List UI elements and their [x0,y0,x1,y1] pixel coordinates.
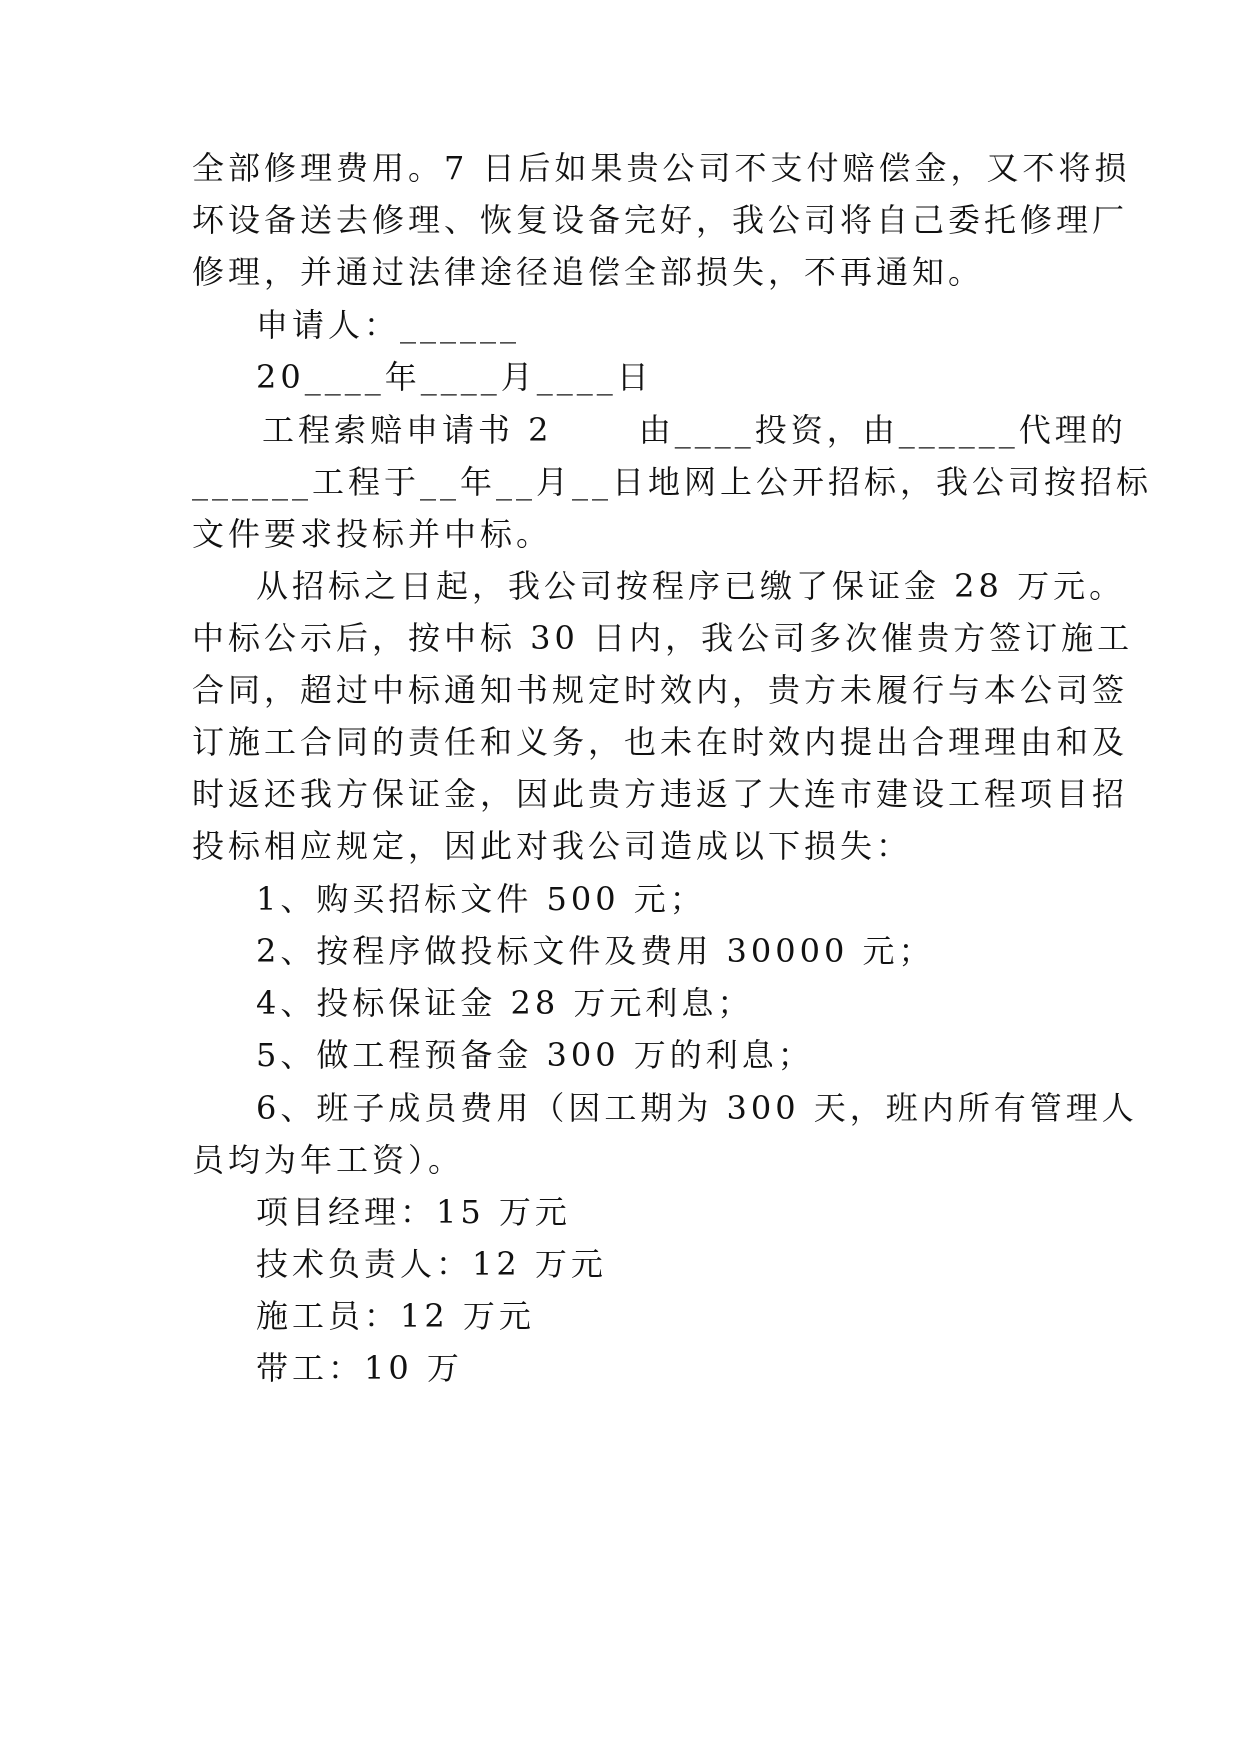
paragraph-line: ______工程于__年__月__日地网上公开招标，我公司按招标 [192,463,1153,501]
paragraph-line: 从招标之日起，我公司按程序已缴了保证金 28 万元。 [256,567,1126,605]
list-item: 5、做工程预备金 300 万的利息； [256,1036,814,1074]
paragraph-line: 全部修理费用。7 日后如果贵公司不支付赔偿金，又不将损 [192,149,1131,187]
paragraph-line: 中标公示后，按中标 30 日内，我公司多次催贵方签订施工 [192,619,1134,657]
applicant-line: 申请人：______ [256,306,521,344]
paragraph-line: 文件要求投标并中标。 [192,515,553,553]
paragraph-line: 时返还我方保证金，因此贵方违返了大连市建设工程项目招 [192,775,1129,813]
list-item: 4、投标保证金 28 万元利息； [256,984,754,1022]
date-line: 20____年____月____日 [256,358,653,396]
paragraph-line: 合同，超过中标通知书规定时效内，贵方未履行与本公司签 [192,671,1129,709]
list-item: 2、按程序做投标文件及费用 30000 元； [256,932,935,970]
cost-line: 项目经理：15 万元 [256,1193,571,1231]
paragraph-line: 修理，并通过法律途径追偿全部损失，不再通知。 [192,253,985,291]
paragraph-line: 订施工合同的责任和义务，也未在时效内提出合理理由和及 [192,723,1129,761]
list-item: 6、班子成员费用（因工期为 300 天，班内所有管理人 [256,1089,1138,1127]
list-item: 1、购买招标文件 500 元； [256,880,706,918]
cost-line: 技术负责人：12 万元 [256,1245,607,1283]
cost-line: 施工员：12 万元 [256,1297,535,1335]
paragraph-line: 坏设备送去修理、恢复设备完好，我公司将自己委托修理厂 [192,201,1129,239]
section-title-line: 工程索赔申请书 2 由____投资，由______代理的 [262,411,1127,449]
list-item-continuation: 员均为年工资）。 [192,1141,465,1179]
cost-line: 带工：10 万 [256,1349,463,1387]
paragraph-line: 投标相应规定，因此对我公司造成以下损失： [192,827,913,865]
